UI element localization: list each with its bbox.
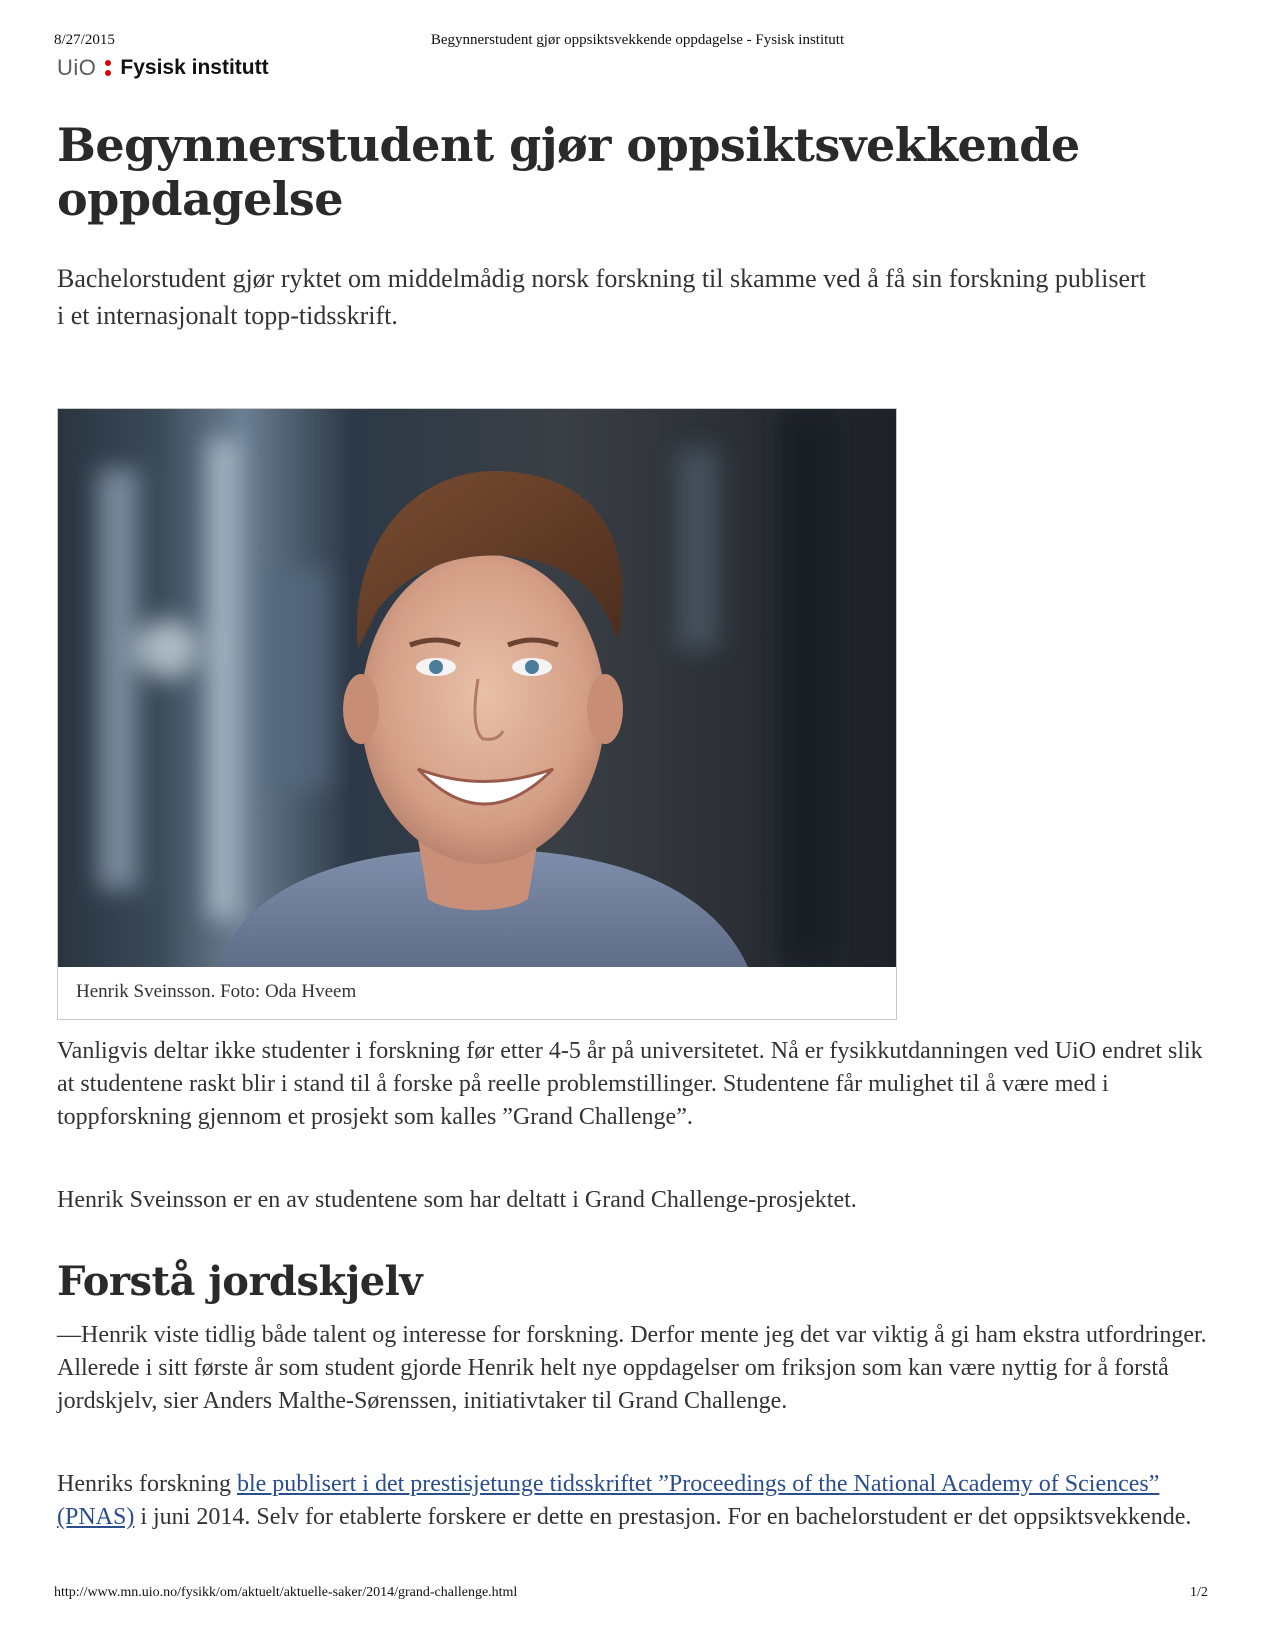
logo-dots-icon (105, 60, 111, 76)
article-paragraph: —Henrik viste tidlig både talent og interesse for forskning. Derfor mente jeg det var viktig å gi ham ekstra utfordringer. Allerede i sitt første år som student gjorde Henrik helt nye oppdagelser om friksjon som kan være nyttig for å forstå jordskjelv, sier Anders Malthe-Sørenssen, initiativtaker til Grand Challenge. (57, 1322, 1207, 1414)
portrait-photo (58, 409, 896, 967)
print-page-title: Begynnerstudent gjør oppsiktsvekkende oppdagelse - Fysisk institutt (430, 32, 845, 48)
footer-page-number: 1/2 (1190, 1585, 1208, 1600)
article-paragraph: Vanligvis deltar ikke studenter i forskning før etter 4-5 år på universitetet. Nå er fysikkutdanningen ved UiO endret slik at studentene raskt blir i stand til å forske på reelle problemstillinger. Studentene får mulighet til å være med i toppforskning gjennom et prosjekt som kalles ”Grand Challenge”. (57, 1038, 1203, 1130)
article-headline: Begynnerstudent gjør oppsiktsvekkende oppdagelse (57, 118, 1080, 226)
article-lead: Bachelorstudent gjør ryktet om middelmådig norsk forskning til skamme ved å få sin forskning publisert i et internasjonalt topp-tidsskrift. (57, 264, 1146, 330)
paragraph-text: Henriks forskning (57, 1471, 237, 1497)
print-header (0, 0, 1275, 60)
footer-url: http://www.mn.uio.no/fysikk/om/aktuelt/aktuelle-saker/2014/grand-challenge.html (54, 1585, 518, 1600)
logo-uio-text: UiO (57, 55, 97, 80)
photo-caption: Henrik Sveinsson. Foto: Oda Hveem (76, 981, 357, 1002)
logo-department: Fysisk institutt (120, 56, 269, 79)
article-paragraph (57, 1468, 1207, 1534)
article-figure (57, 408, 897, 1020)
article-subheading: Forstå jordskjelv (57, 1258, 423, 1305)
pnas-publication-link[interactable]: ble publisert i det prestisjetunge tidsskriftet ”Proceedings of the National Academy of Sciences” (PNAS) (57, 1471, 1160, 1530)
print-date: 8/27/2015 (54, 32, 115, 48)
uio-logo[interactable] (57, 55, 269, 81)
paragraph-text: i juni 2014. Selv for etablerte forskere er dette en prestasjon. For en bachelorstudent er det oppsiktsvekkende. (134, 1504, 1192, 1530)
article-paragraph: Henrik Sveinsson er en av studentene som har deltatt i Grand Challenge-prosjektet. (57, 1187, 857, 1213)
